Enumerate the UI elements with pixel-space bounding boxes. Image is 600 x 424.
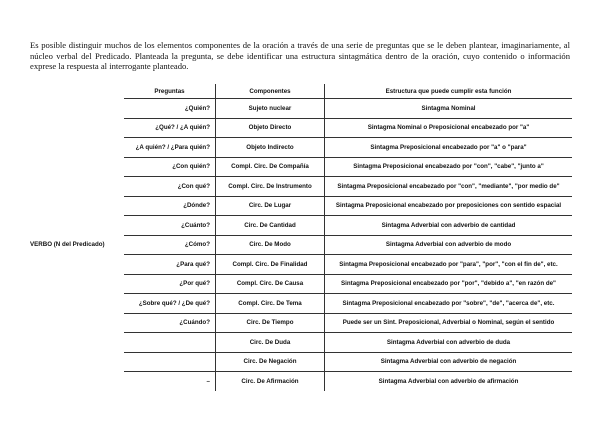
component-cell: Compl. Circ. De Instrumento [216, 177, 325, 197]
component-cell: Compl. Circ. De Tema [216, 294, 325, 314]
table-body [30, 99, 572, 391]
structure-cell: Sintagma Adverbial con adverbio de cantidad [325, 216, 573, 236]
table-row [30, 138, 572, 158]
component-cell: Circ. De Modo [216, 235, 325, 255]
side-cell [30, 294, 124, 314]
component-cell: Circ. De Lugar [216, 196, 325, 216]
structure-cell: Sintagma Preposicional encabezado por preposiciones con sentido espacial [325, 196, 573, 216]
structure-cell: Sintagma Preposicional encabezado por "con", "mediante", "por medio de" [325, 177, 573, 197]
component-cell: Compl. Circ. De Finalidad [216, 255, 325, 275]
component-cell: Compl. Circ. De Causa [216, 274, 325, 294]
question-cell: ¿Quién? [124, 99, 216, 119]
header-estructura: Estructura que puede cumplir esta función [325, 84, 573, 99]
side-cell [30, 177, 124, 197]
table-row [30, 196, 572, 216]
table-row [30, 118, 572, 138]
question-cell [124, 333, 216, 353]
question-cell: ¿Cuándo? [124, 313, 216, 333]
structure-cell: Sintagma Preposicional encabezado por "por", "debido a", "en razón de" [325, 274, 573, 294]
structure-cell: Sintagma Preposicional encabezado por "sobre", "de", "acerca de", etc. [325, 294, 573, 314]
side-cell [30, 196, 124, 216]
structure-cell: Sintagma Adverbial con adverbio de negación [325, 352, 573, 372]
question-cell: – [124, 372, 216, 391]
structure-cell: Sintagma Nominal [325, 99, 573, 119]
component-cell: Objeto Directo [216, 118, 325, 138]
side-cell [30, 157, 124, 177]
structure-cell: Sintagma Preposicional encabezado por "a" o "para" [325, 138, 573, 158]
table-row [30, 352, 572, 372]
intro-paragraph: Es posible distinguir muchos de los elementos componentes de la oración a través de una serie de preguntas que se le deben plantear, imaginariamente, al núcleo verbal del Predicado. Planteada la pregunta, se debe identificar una estructura sintagmática dentro de la oración, cuyo contenido o información exprese la respuesta al interrogante planteado. [30, 40, 570, 72]
structure-cell: Sintagma Adverbial con adverbio de modo [325, 235, 573, 255]
component-cell: Sujeto nuclear [216, 99, 325, 119]
component-cell: Circ. De Duda [216, 333, 325, 353]
side-cell [30, 313, 124, 333]
structure-cell: Sintagma Adverbial con adverbio de duda [325, 333, 573, 353]
component-cell: Circ. De Negación [216, 352, 325, 372]
question-cell: ¿Qué? / ¿A quién? [124, 118, 216, 138]
table-row [30, 235, 572, 255]
side-cell [30, 216, 124, 236]
table-row [30, 333, 572, 353]
question-cell: ¿Con quién? [124, 157, 216, 177]
side-cell [30, 118, 124, 138]
table-row [30, 216, 572, 236]
question-cell: ¿Dónde? [124, 196, 216, 216]
table-row [30, 294, 572, 314]
component-cell: Circ. De Tiempo [216, 313, 325, 333]
header-blank [30, 84, 124, 99]
question-cell: ¿Sobre qué? / ¿De qué? [124, 294, 216, 314]
question-cell: ¿Para qué? [124, 255, 216, 275]
side-label: VERBO (N del Predicado) [30, 241, 105, 249]
table-row [30, 157, 572, 177]
side-cell [30, 99, 124, 119]
structure-cell: Sintagma Nominal o Preposicional encabezado por "a" [325, 118, 573, 138]
table-row [30, 255, 572, 275]
table-row [30, 99, 572, 119]
question-cell: ¿Con qué? [124, 177, 216, 197]
component-cell: Circ. De Cantidad [216, 216, 325, 236]
component-cell: Compl. Circ. De Compañía [216, 157, 325, 177]
structure-cell: Sintagma Preposicional encabezado por "con", "cabe", "junto a" [325, 157, 573, 177]
side-cell [30, 372, 124, 391]
header-componentes: Componentes [216, 84, 325, 99]
question-cell: ¿Por qué? [124, 274, 216, 294]
table-row [30, 177, 572, 197]
question-cell: ¿Cuánto? [124, 216, 216, 236]
questions-table [30, 84, 572, 391]
component-cell: Circ. De Afirmación [216, 372, 325, 391]
question-cell [124, 352, 216, 372]
question-cell: ¿A quién? / ¿Para quién? [124, 138, 216, 158]
header-preguntas: Preguntas [124, 84, 216, 99]
side-cell [30, 333, 124, 353]
table-header-row [30, 84, 572, 99]
table-row [30, 313, 572, 333]
table-row [30, 274, 572, 294]
structure-cell: Sintagma Preposicional encabezado por "para", "por", "con el fin de", etc. [325, 255, 573, 275]
side-cell [30, 255, 124, 275]
table-row [30, 372, 572, 391]
question-cell: ¿Cómo? [124, 235, 216, 255]
structure-cell: Sintagma Adverbial con adverbio de afirmación [378, 377, 519, 385]
side-cell [30, 138, 124, 158]
structure-cell: Puede ser un Sint. Preposicional, Adverbial o Nominal, según el sentido [325, 313, 573, 333]
component-cell: Objeto Indirecto [216, 138, 325, 158]
side-cell [30, 352, 124, 372]
side-cell [30, 274, 124, 294]
